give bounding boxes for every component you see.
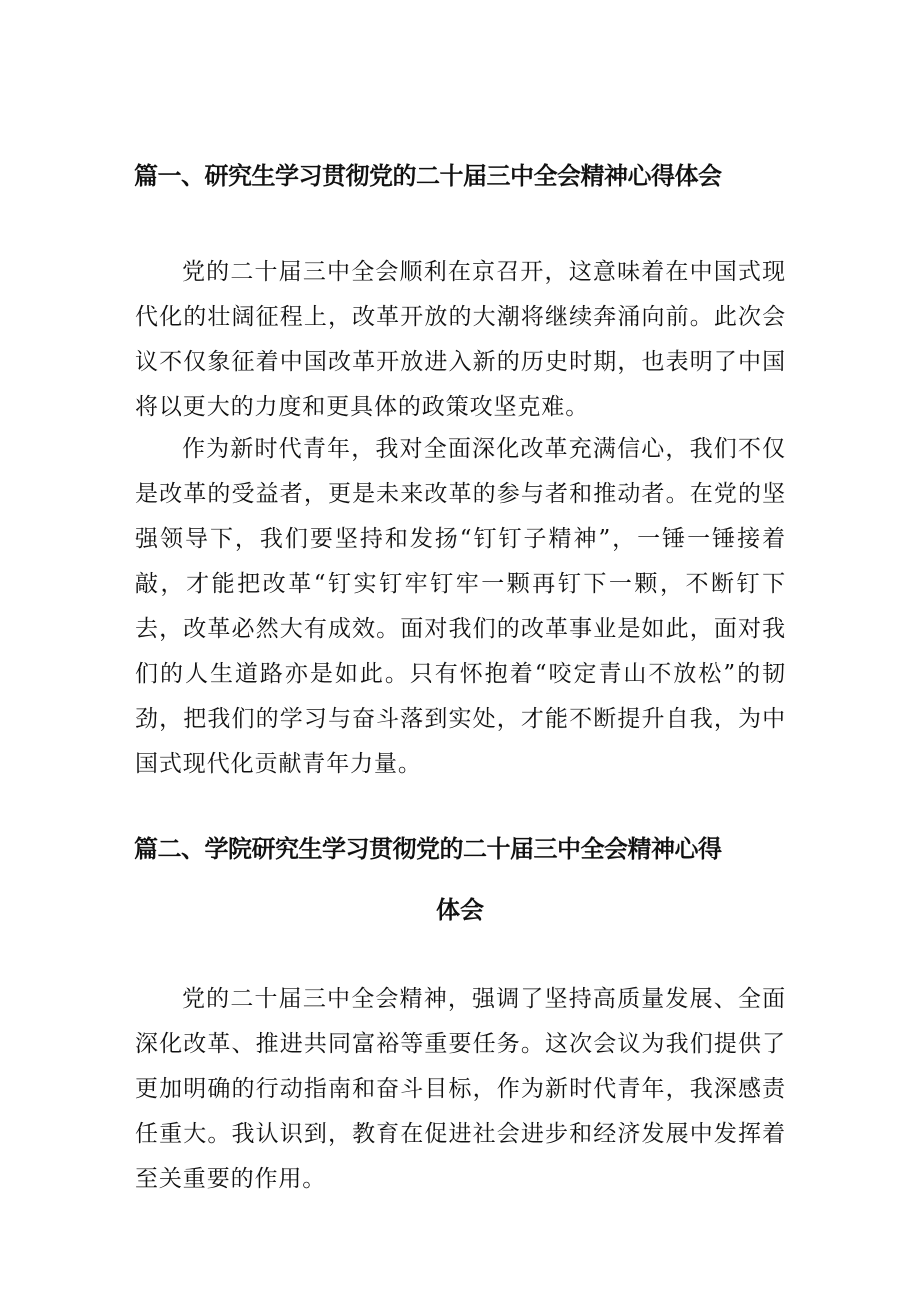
section1-paragraph-1: 党的二十届三中全会顺利在京召开，这意味着在中国式现代化的壮阔征程上，改革开放的大潮将继续奔涌向前。此次会议不仅象征着中国改革开放进入新的历史时期，也表明了中国将以更大的力度和更具体的政策攻坚克难。 [135,259,786,420]
section2-title-continued: 体会 [436,896,484,924]
section2-paragraph-1: 党的二十届三中全会精神，强调了坚持高质量发展、全面深化改革、推进共同富裕等重要任务。这次会议为我们提供了更加明确的行动指南和奋斗目标，作为新时代青年，我深感责任重大。我认识到，教育在促进社会进步和经济发展中发挥着至关重要的作用。 [135,986,786,1192]
section2-title: 篇二、学院研究生学习贯彻党的二十届三中全会精神心得 [134,835,722,863]
section1-paragraph-2: 作为新时代青年，我对全面深化改革充满信心，我们不仅是改革的受益者，更是未来改革的参与者和推动者。在党的坚强领导下，我们要坚持和发扬“钉钉子精神”，一锤一锤接着敲，才能把改革“钉实钉牢钉牢一颗再钉下一颗，不断钉下去，改革必然大有成效。面对我们的改革事业是如此，面对我们的人生道路亦是如此。只有怀抱着“咬定青山不放松”的韧劲，把我们的学习与奋斗落到实处，才能不断提升自我，为中国式现代化贡献青年力量。 [135,436,786,777]
section1-title: 篇一、研究生学习贯彻党的二十届三中全会精神心得体会 [134,162,722,190]
